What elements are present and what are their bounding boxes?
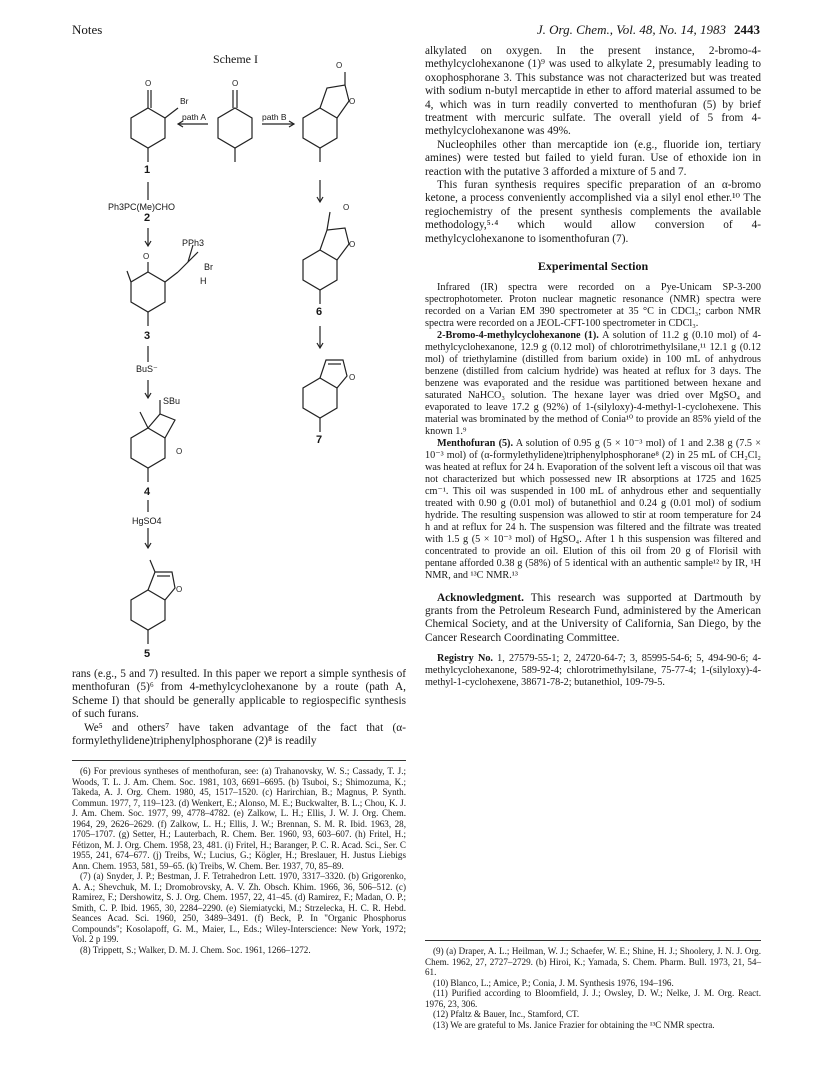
running-header-section: Notes [72,22,103,37]
footnote-7: (7) (a) Snyder, J. P.; Bestman, J. F. Tetrahedron Lett. 1970, 3317–3320. (b) Grigorenko, A. A.; Shevchuk, M. I.; Dromobrovsky, A. V. Zh. Obsch. Khim. 1966, 36, 506–512. (c) Ramirez, F.; Dershowitz, S. J. Org. Chem. 1957, 22, 41–45. (d) Ramirez, F.; Madan, O. P.; Smith, C. P. Ibid. 1965, 30, 2284–2290. (e) Siemiatycki, M.; Strzelecka, H. C. R. Hebd. Seances Acad. Sci. 1960, 250, 3489–3491. (f) Beck, P. In "Organic Phosphorus Compounds"; Kosolapoff, G. M., Maier, L., Eds.; Wiley-Interscience: New York, 1972; Vol. 2 p 199. [72,871,406,944]
registry-heading: Registry No. [437,653,493,665]
paragraph: alkylated on oxygen. In the present instance, 2-bromo-4-methylcyclohexanone (1)⁹ was used to alkylate 2, presumably leading to oxophosphorane 3. This substance was not characterized but was treated with sodium n-butyl mercaptide in ether to afford material assumed to be 4, which was in turn readily converted to menthofuran (5) by brief treatment with mercuric sulfate. The overall yield of 5 from 4-methylcyclohexanone was 49%. [425,45,761,138]
bromo-label: Br [180,96,189,106]
path-a-label: path A [182,112,207,122]
registry-numbers [425,653,761,689]
page-number: 2443 [734,22,760,37]
footnote-rule [72,760,406,761]
thiolate-reagent: BuS⁻ [136,364,158,374]
experimental-text [425,282,761,582]
right-footnotes [425,946,761,1030]
footnote-13: (13) We are grateful to Ms. Janice Frazier for obtaining the ¹³C NMR spectra. [433,1019,715,1030]
scheme-structures [0,0,406,700]
carbonyl-o-6: O [343,203,350,212]
ylide-reagent: Ph3PC(Me)CHO [108,202,176,212]
compound-6-ring [303,250,337,290]
left-footnotes [72,766,406,955]
compound-label-5: 5 [144,648,151,660]
footnote-10: (10) Blanco, L.; Amice, P.; Conia, J. M. Synthesis 1976, 194–196. [433,977,674,988]
ring-o-5: O [176,585,183,594]
acknowledgment [425,592,761,646]
paragraph: Nucleophiles other than mercaptide ion (e.g., fluoride ion, tertiary amines) were tested but failed to yield furan. Use of ethoxide ion in reaction with the putative 3 afforded a mixture of 5 and 7. [425,138,761,178]
footnote-6: (6) For previous syntheses of menthofuran, see: (a) Trahanovsky, W. S.; Cassady, T. J.; Woods, T. L. J. Am. Chem. Soc. 1981, 103, 6691–6695. (b) Tsuboi, S.; Shimozuma, K.; Takeda, A. J. Org. Chem. 1980, 45, 1517–1520. (c) Harirchian, B.; Magnus, P. Synth. Commun. 1977, 7, 119–123. (d) Wenkert, E.; Alonso, M. E.; Buckwalter, B. L.; Chou, K. J. J. Am. Chem. Soc. 1977, 99, 4778–4782. (e) Zalkow, L. H.; Ellis, J. W. J. Org. Chem. 1964, 29, 2626–2629. (f) Zalkow, L. H.; Ellis, J. W.; Brennan, S. M. R. Ibid. 1963, 28, 1705–1707. (g) Setter, H.; Lauterbach, R. Chem. Ber. 1960, 93, 603–607. (h) Fritel, H.; Fétizon, M. J. Org. Chem. 1958, 23, 481. (i) Fritel, H.; Baranger, P. C. R. Acad. Sci., Ser. C 1955, 241, 674–677. (j) Treibs, W.; Lucius, G.; Kögler, H.; Breslauer, H. Justus Liebigs Ann. Chem. 1953, 581, 59–65. (k) Treibs, W. Chem. Ber. 1937, 70, 85–89. [72,766,406,871]
footnote-9: (9) (a) Draper, A. L.; Heilman, W. J.; Schaefer, W. E.; Shine, H. J.; Shoolery, J. N. J. Org. Chem. 1962, 27, 2727–2729. (b) Hiroi, K.; Yamada, S. Chem. Pharm. Bull. 1973, 21, 54–61. [425,946,761,977]
ketone-o-1: O [145,79,152,88]
compound-7-ring [303,378,337,418]
ring-o-4: O [176,447,183,456]
paragraph: rans (e.g., 5 and 7) resulted. In this paper we report a simple synthesis of menthofuran (5)⁶ from 4-methylcyclohexanone by a route (path A, Scheme I) that should be generally applicable to regiospecific synthesis of such furans. [72,668,406,721]
compound-label-2: 2 [144,212,151,224]
acknowledgment-heading: Acknowledgment. [437,591,524,604]
ketone-ring [218,108,252,148]
procedure-menthofuran [425,438,761,582]
experimental-intro: Infrared (IR) spectra were recorded on a Pye-Unicam SP-3-200 spectrophotometer. Proton nuclear magnetic resonance (NMR) spectra were recorded on a Varian EM 390 spectrometer at 35 °C in CDCl₃; carbon NMR spectra were recorded on a JEOL-CFT-100 spectrometer in CDCl₃. [425,281,761,329]
compound-label-7: 7 [316,434,323,446]
compound-3-ring [131,272,165,312]
section-heading-experimental: Experimental Section [537,259,649,274]
registry-body: 1, 27579-55-1; 2, 24720-64-7; 3, 85995-54-6; 5, 494-90-6; 4-methylcyclohexanone, 589-92-4; chlorotrimethylsilane, 75-77-4; 1-(silyloxy)-4-methyl-1-cyclohexene, 38671-78-2; butanethiol, 109-79-5. [425,653,761,689]
compound-label-3: 3 [144,330,151,342]
procedure-heading: 2-Bromo-4-methylcyclohexanone (1). [437,329,599,341]
path-b-label: path B [262,112,287,122]
footnote-rule [425,940,761,941]
ketone-o: O [232,79,239,88]
footnote-8: (8) Trippett, S.; Walker, D. M. J. Chem. Soc. 1961, 1266–1272. [80,944,311,955]
ketone-o-3: O [143,252,150,261]
hydrogen-label: H [200,276,207,286]
ring-o: O [349,97,356,106]
paragraph: This furan synthesis requires specific preparation of an α-bromo ketone, a process conveniently accomplished via a silyl enol ether.¹⁰ The regiochemistry of the present synthesis complements the available methodology,⁵·⁴ which would allow conversion of 4-methylcyclohexanone to isomenthofuran (7). [425,179,761,245]
compound-1-ring [131,108,165,148]
left-column-body [72,668,406,748]
ring-o-6: O [349,240,356,249]
sbu-label: SBu [163,396,181,406]
ring-o-7: O [349,373,356,382]
footnote-11: (11) Purified according to Bloomfield, J. J.; Owsley, D. W.; Nelke, J. M. Org. React. 1976, 23, 306. [425,988,761,1009]
procedure-heading: Menthofuran (5). [437,437,513,449]
compound-4-ring [131,428,165,468]
scheme-title: Scheme I [213,52,258,66]
carbonyl-o: O [336,61,343,70]
compound-label-4: 4 [144,486,151,498]
procedure-bromoketone [425,330,761,438]
journal-citation: J. Org. Chem., Vol. 48, No. 14, 1983 [536,22,726,37]
procedure-body: A solution of 11.2 g (0.10 mol) of 4-methylcyclohexanone, 12.9 g (0.12 mol) of chlorotrimethylsilane,¹¹ 12.1 g (0.12 mol) of triethylamine (distilled from barium oxide) in 100 mL of anhydrous benzene (distilled from calcium hydride) was heated at reflux for 3 days. The benzene was evaporated and the residue was partitioned between hexane and saturated NaHCO₃ solution. The hexane layer was dried over MgSO₄ and evaporated to leave 17.2 g (92%) of 1-(silyloxy)-4-methyl-1-cyclohexene. This material was brominated by the method of Conia¹⁰ to provide an 85% yield of the known 1.⁹ [425,329,761,437]
running-header-journal [537,22,760,38]
acknowledgment-body: This research was supported at Dartmouth by grants from the Petroleum Research Fund, administered by the American Chemical Society, and at the University of California, San Diego, by the Cancer Research Coordinating Committee. [425,591,761,644]
lactone-ring [303,108,337,148]
footnote-12: (12) Pfaltz & Bauer, Inc., Stamford, CT. [433,1009,580,1019]
compound-label-6: 6 [316,306,323,318]
paragraph: We⁵ and others⁷ have taken advantage of the fact that (α-formylethylidene)triphenylphosphorane (2)⁸ is readily [72,721,406,748]
compound-label-1: 1 [144,164,151,176]
pph3-label: PPh3 [182,238,205,248]
procedure-body: A solution of 0.95 g (5 × 10⁻³ mol) of 1 and 2.38 g (7.5 × 10⁻³ mol) of (α-formylethylidene)triphenylphosphorane⁸ (2) in 25 mL of CH₂Cl₂ was heated at reflux for 24 h. Evaporation of the solvent left a viscous oil that was not characterized but which possessed new IR absorptions at 1725 and 1625 cm⁻¹. This oil was suspended in 100 mL of anhydrous ether and sequentially treated with 0.90 g (0.01 mol) of butanethiol and 0.24 g (0.01 mol) of sodium hydride. The resulting suspension was allowed to stir at room temperature for 24 h and at reflux for 24 h. The suspension was filtered and the filtrate was treated with 1.5 g (5 × 10⁻³ mol) of HgSO₄. After 1 h this suspension was filtered and concentrated to provide an oil. Elution of this oil from 20 g of Florisil with pentane afforded 0.38 g (58%) of 5 identical with an authentic sample¹² by IR, ¹H NMR, and ¹³C NMR.¹³ [425,437,761,581]
right-column-body [425,45,761,689]
compound-5-ring [131,590,165,630]
mercury-reagent: HgSO4 [132,516,162,526]
bromide-label: Br [204,262,213,272]
